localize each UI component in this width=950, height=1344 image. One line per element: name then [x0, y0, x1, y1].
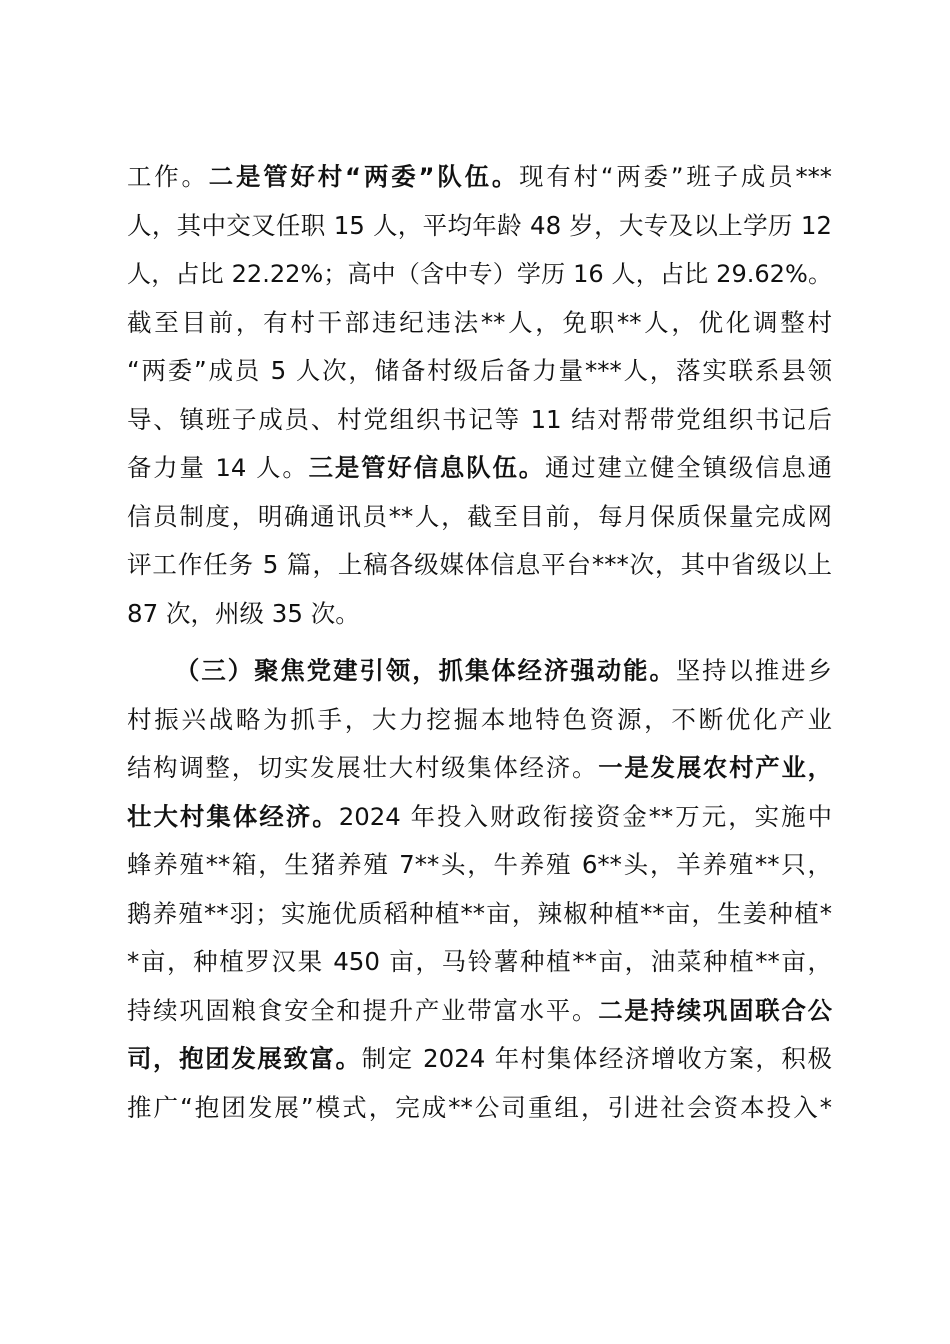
text-line — [127, 841, 832, 890]
section-heading-run: （三）聚焦党建引领，抓集体经济强动能。 — [175, 656, 676, 685]
text-run: 鹅养殖**羽；实施优质稻种植**亩，辣椒种植**亩，生姜种植* — [127, 898, 832, 928]
text-run: 人，占比 22.22%；高中（含中专）学历 16 人，占比 29.62%。 — [127, 260, 832, 288]
text-run: 现有村“两委”班子成员*** — [519, 162, 832, 191]
text-run: 制定 2024 年村集体经济增收方案，积极 — [361, 1044, 832, 1073]
text-run: 结构调整，切实发展壮大村级集体经济。 — [127, 753, 599, 782]
text-run: 通过建立健全镇级信息通 — [544, 453, 832, 482]
text-line — [127, 793, 832, 842]
bold-heading-run: 一是发展农村产业， — [598, 753, 832, 782]
text-run: 持续巩固粮食安全和提升产业带富水平。 — [127, 995, 599, 1025]
bold-heading-run: 二是持续巩固联合公 — [598, 995, 832, 1025]
text-run: 截至目前，有村干部违纪违法**人，免职**人，优化调整村 — [127, 307, 832, 337]
bold-heading-run: 二是管好村“两委”队伍。 — [208, 162, 520, 191]
bold-heading-run: 司，抱团发展致富。 — [127, 1044, 362, 1073]
text-line — [127, 696, 832, 745]
text-line — [127, 744, 832, 793]
text-line — [127, 938, 832, 987]
text-run: 评工作任务 5 篇，上稿各级媒体信息平台***次，其中省级以上 — [127, 550, 832, 579]
text-run: *亩，种植罗汉果 450 亩，马铃薯种植**亩，油菜种植**亩， — [127, 947, 832, 976]
text-line — [127, 647, 832, 696]
text-line — [127, 396, 832, 445]
text-line — [127, 1084, 832, 1133]
paragraph-1 — [127, 153, 832, 638]
text-run: 村振兴战略为抓手，大力挖掘本地特色资源，不断优化产业 — [127, 704, 832, 734]
text-line — [127, 153, 832, 202]
text-run: “两委”成员 5 人次，储备村级后备力量***人，落实联系县领 — [127, 356, 832, 385]
text-line — [127, 493, 832, 542]
text-line — [127, 299, 832, 348]
text-run: 备力量 14 人。 — [127, 453, 309, 482]
text-line — [127, 444, 832, 493]
document-body — [127, 153, 832, 1132]
text-line — [127, 1035, 832, 1084]
text-run: 87 次，州级 35 次。 — [127, 598, 360, 628]
text-run: 推广“抱团发展”模式，完成**公司重组，引进社会资本投入* — [127, 1092, 832, 1122]
paragraph-spacing — [127, 638, 832, 647]
text-run: 导、镇班子成员、村党组织书记等 11 结对帮带党组织书记后 — [127, 404, 832, 434]
text-line — [127, 987, 832, 1036]
bold-heading-run: 三是管好信息队伍。 — [308, 453, 545, 482]
text-line — [127, 590, 832, 639]
text-run: 人，其中交叉任职 15 人，平均年龄 48 岁，大专及以上学历 12 — [127, 210, 832, 240]
text-line — [127, 890, 832, 939]
text-line — [127, 347, 832, 396]
paragraph-2 — [127, 647, 832, 1132]
text-run: 信员制度，明确通讯员**人，截至目前，每月保质保量完成网 — [127, 501, 832, 531]
text-line — [127, 250, 832, 299]
text-run: 坚持以推进乡 — [675, 656, 832, 685]
text-run: 2024 年投入财政衔接资金**万元，实施中 — [338, 801, 832, 831]
text-run: 蜂养殖**箱，生猪养殖 7**头，牛养殖 6**头，羊养殖**只， — [127, 850, 832, 879]
bold-heading-run: 壮大村集体经济。 — [127, 801, 339, 831]
text-line — [127, 541, 832, 590]
text-run: 工作。 — [127, 162, 209, 191]
text-line — [127, 202, 832, 251]
